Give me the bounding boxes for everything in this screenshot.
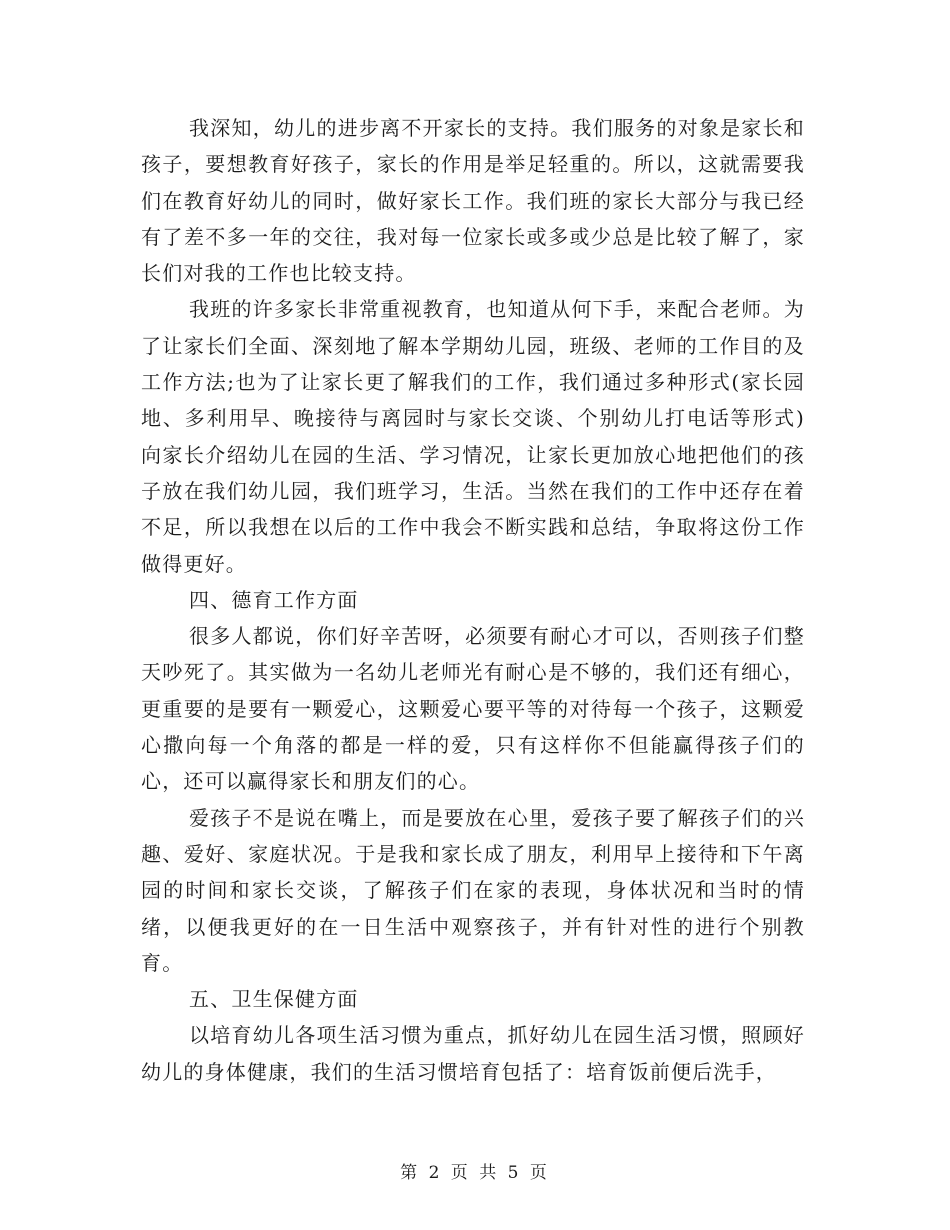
paragraph-living-habits: 以培育幼儿各项生活习惯为重点，抓好幼儿在园生活习惯，照顾好幼儿的身体健康，我们的生活习惯培育包括了：培育饭前便后洗手， xyxy=(141,1023,805,1084)
section-heading-moral-education: 四、德育工作方面 xyxy=(189,587,359,612)
document-body xyxy=(141,110,805,1090)
section-heading-hygiene-health: 五、卫生保健方面 xyxy=(189,987,359,1012)
page-number-footer: 第 2 页 共 5 页 xyxy=(400,1163,550,1183)
paragraph-parent-support: 我深知，幼儿的进步离不开家长的支持。我们服务的对象是家长和孩子，要想教育好孩子，家长的作用是举足轻重的。所以，这就需要我们在教育好幼儿的同时，做好家长工作。我们班的家长大部分与我已经有了差不多一年的交往，我对每一位家长或多或少总是比较了解了，家长们对我的工作也比较支持。 xyxy=(141,116,805,286)
paragraph-understanding-children: 爱孩子不是说在嘴上，而是要放在心里，爱孩子要了解孩子们的兴趣、爱好、家庭状况。于是我和家长成了朋友，利用早上接待和下午离园的时间和家长交谈，了解孩子们在家的表现，身体状况和当时的情绪，以便我更好的在一日生活中观察孩子，并有针对性的进行个别教育。 xyxy=(141,805,805,975)
paragraph-patience-and-love: 很多人都说，你们好辛苦呀，必须要有耐心才可以，否则孩子们整天吵死了。其实做为一名幼儿老师光有耐心是不够的，我们还有细心，更重要的是要有一颗爱心，这颗爱心要平等的对待每一个孩子，这颗爱心撒向每一个角落的都是一样的爱，只有这样你不但能赢得孩子们的心，还可以赢得家长和朋友们的心。 xyxy=(141,624,805,794)
paragraph-parent-communication: 我班的许多家长非常重视教育，也知道从何下手，来配合老师。为了让家长们全面、深刻地了解本学期幼儿园，班级、老师的工作目的及工作方法;也为了让家长更了解我们的工作，我们通过多种形式(家长园地、多利用早、晚接待与离园时与家长交谈、个别幼儿打电话等形式)向家长介绍幼儿在园的生活、学习情况，让家长更加放心地把他们的孩子放在我们幼儿园，我们班学习，生活。当然在我们的工作中还存在着不足，所以我想在以后的工作中我会不断实践和总结，争取将这份工作做得更好。 xyxy=(141,297,805,576)
